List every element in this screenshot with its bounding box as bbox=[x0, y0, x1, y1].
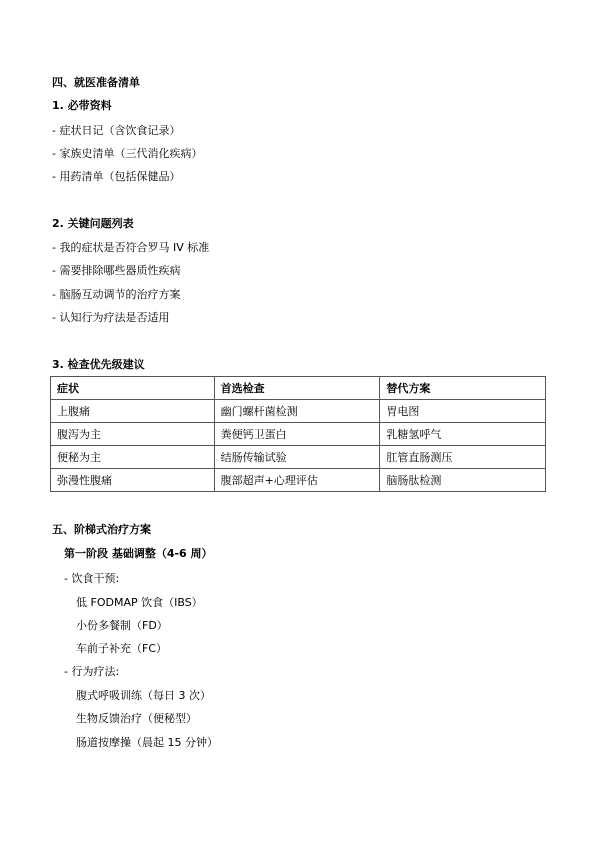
table-header-row bbox=[51, 377, 546, 400]
list-item: 低 FODMAP 饮食（IBS） bbox=[76, 596, 203, 609]
list-item: 肠道按摩操（晨起 15 分钟） bbox=[76, 736, 218, 749]
list-item: - 脑肠互动调节的治疗方案 bbox=[52, 288, 181, 301]
table-cell: 腹部超声+心理评估 bbox=[214, 469, 380, 492]
list-item: - 需要排除哪些器质性疾病 bbox=[52, 264, 181, 277]
table-cell: 脑肠肽检测 bbox=[380, 469, 546, 492]
table-cell: 结肠传输试验 bbox=[214, 446, 380, 469]
table-cell: 弥漫性腹痛 bbox=[51, 469, 215, 492]
list-item: 腹式呼吸训练（每日 3 次） bbox=[76, 689, 211, 702]
table-cell: 幽门螺杆菌检测 bbox=[214, 400, 380, 423]
diet-label: - 饮食干预: bbox=[64, 572, 120, 585]
table-row bbox=[51, 400, 546, 423]
table-cell: 腹泻为主 bbox=[51, 423, 215, 446]
table-cell: 便秘为主 bbox=[51, 446, 215, 469]
table-cell: 粪便钙卫蛋白 bbox=[214, 423, 380, 446]
list-item: - 症状日记（含饮食记录） bbox=[52, 124, 181, 137]
list-item: 生物反馈治疗（便秘型） bbox=[76, 712, 197, 725]
list-item: - 认知行为疗法是否适用 bbox=[52, 311, 170, 324]
table-cell: 上腹痛 bbox=[51, 400, 215, 423]
table-row bbox=[51, 446, 546, 469]
table-row bbox=[51, 423, 546, 446]
list-item: 小份多餐制（FD） bbox=[76, 619, 168, 632]
stage1-title: 第一阶段 基础调整（4-6 周） bbox=[64, 547, 213, 560]
table-cell: 胃电图 bbox=[380, 400, 546, 423]
table-cell: 肛管直肠测压 bbox=[380, 446, 546, 469]
column-header: 替代方案 bbox=[380, 377, 546, 400]
section5-title: 五、阶梯式治疗方案 bbox=[52, 523, 151, 536]
list-item: - 家族史清单（三代消化疾病） bbox=[52, 147, 203, 160]
exam-priority-table bbox=[50, 376, 546, 492]
column-header: 症状 bbox=[51, 377, 215, 400]
sub3-title: 3. 检查优先级建议 bbox=[52, 358, 145, 371]
behavior-label: - 行为疗法: bbox=[64, 665, 120, 678]
sub2-title: 2. 关键问题列表 bbox=[52, 217, 134, 230]
table-cell: 乳糖氢呼气 bbox=[380, 423, 546, 446]
table-row bbox=[51, 469, 546, 492]
list-item: - 用药清单（包括保健品） bbox=[52, 170, 181, 183]
list-item: 车前子补充（FC） bbox=[76, 642, 168, 655]
list-item: - 我的症状是否符合罗马 IV 标准 bbox=[52, 241, 210, 254]
column-header: 首选检查 bbox=[214, 377, 380, 400]
section4-title: 四、就医准备清单 bbox=[52, 76, 140, 89]
sub1-title: 1. 必带资料 bbox=[52, 99, 112, 112]
